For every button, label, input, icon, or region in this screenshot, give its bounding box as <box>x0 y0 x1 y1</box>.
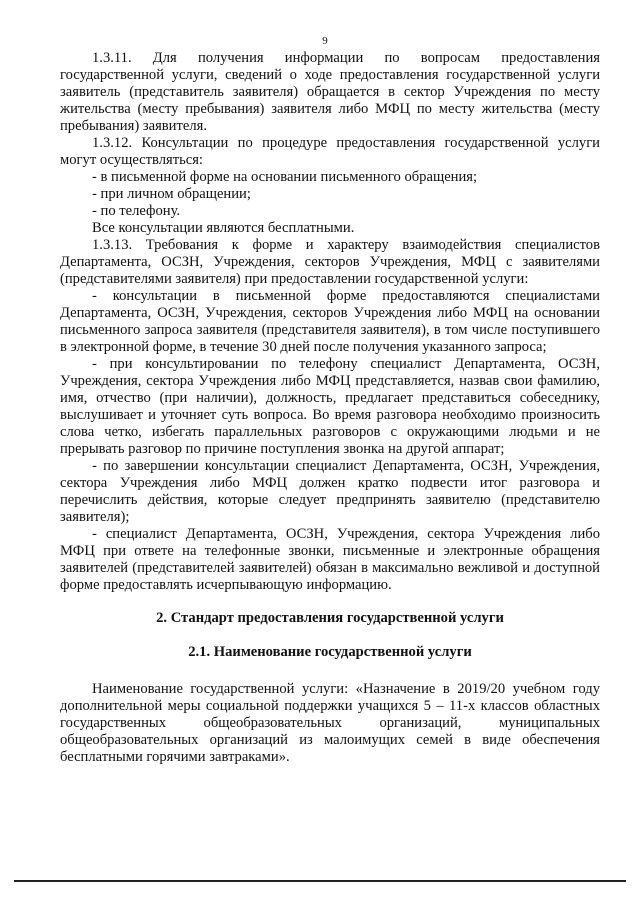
service-name-paragraph: Наименование государственной услуги: «Назначение в 2019/20 учебном году дополнительной меры социальной поддержки учащихся 5 – 11-х классов областных государственных общеобразовательных организаций, муниципальных общеобразовательных организаций из малоимущих семей в виде обеспечения бесплатными горячими завтраками». <box>60 681 600 765</box>
bottom-divider <box>14 880 626 882</box>
list-item-personal: - при личном обращении; <box>92 186 251 202</box>
document-body <box>60 50 600 766</box>
paragraph-1-3-11: 1.3.11. Для получения информации по вопросам предоставления государственной услуги, сведений о ходе предоставления государственной услуги заявитель (представитель заявителя) обращается в сектор Учреждения по месту жительства (месту пребывания) заявителя либо МФЦ по месту жительства (месту пребывания) заявителя. <box>60 50 600 134</box>
paragraph-1-3-13: 1.3.13. Требования к форме и характеру взаимодействия специалистов Департамента, ОСЗН, Учреждения, секторов Учреждения, МФЦ с заявителями (представителями заявителя) при предоставлении государственной услуги: <box>60 237 600 287</box>
paragraph-1-3-12: 1.3.12. Консультации по процедуре предоставления государственной услуги могут осуществляться: <box>60 135 600 168</box>
list-item-phone-consultations: - при консультировании по телефону специалист Департамента, ОСЗН, Учреждения, сектора Учреждения либо МФЦ представляется, назвав свои фамилию, имя, отчество (при наличии), должность, предлагает представиться собеседнику, выслушивает и уточняет суть вопроса. Во время разговора необходимо произносить слова четко, избегать параллельных разговоров с окружающими людьми и не прерывать разговор по причине поступления звонка на другой аппарат; <box>60 356 600 457</box>
subsection-heading: 2.1. Наименование государственной услуги <box>188 644 472 660</box>
list-item-phone: - по телефону. <box>92 203 181 219</box>
list-item-consultation-summary: - по завершении консультации специалист Департамента, ОСЗН, Учреждения, сектора Учреждения либо МФЦ должен кратко подвести итог разговора и перечислить действия, которые следует предпринять заявителю (представителю заявителя); <box>60 458 600 525</box>
list-item-written-consultations: - консультации в письменной форме предоставляются специалистами Департамента, ОСЗН, Учреждения, секторов Учреждения либо МФЦ на основании письменного запроса заявителя (представителя заявителя), в том числе поступившего в электронной форме, в течение 30 дней после получения указанного запроса; <box>60 288 600 355</box>
section-heading: 2. Стандарт предоставления государственной услуги <box>156 610 504 626</box>
page-number: 9 <box>322 35 328 47</box>
list-item-specialist-duty: - специалист Департамента, ОСЗН, Учреждения, сектора Учреждения либо МФЦ при ответе на телефонные звонки, письменные и электронные обращения заявителей (представителей заявителей) обязан в максимально вежливой и доступной форме предоставлять исчерпывающую информацию. <box>60 526 600 593</box>
paragraph-free-consultations: Все консультации являются бесплатными. <box>92 220 355 236</box>
list-item-written: - в письменной форме на основании письменного обращения; <box>92 169 478 185</box>
